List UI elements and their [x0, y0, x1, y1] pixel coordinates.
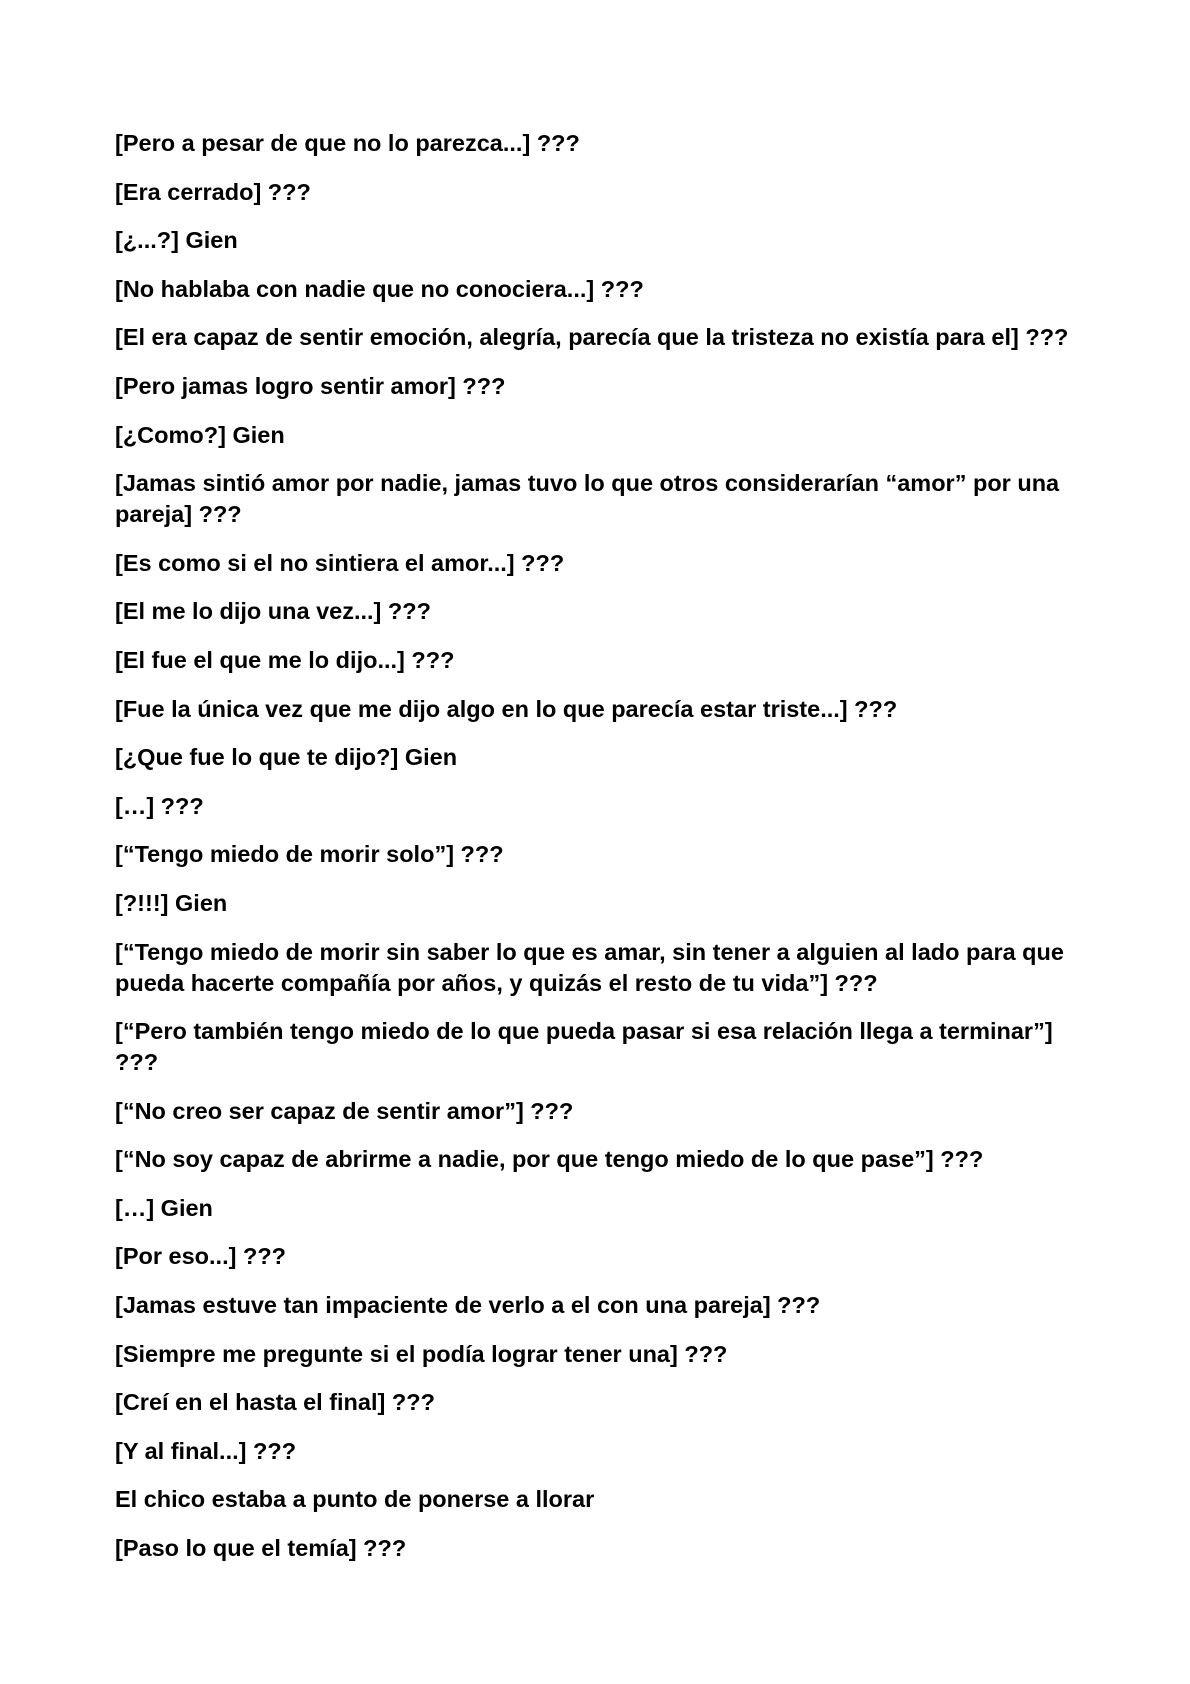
dialogue-line: [El era capaz de sentir emoción, alegría, parecía que la tristeza no existía para el] ???: [115, 324, 1069, 351]
dialogue-line: [¿...?] Gien: [115, 227, 238, 254]
dialogue-line: [¿Como?] Gien: [115, 421, 285, 448]
document-body: [115, 128, 1080, 1582]
dialogue-line: [Jamas estuve tan impaciente de verlo a el con una pareja] ???: [115, 1292, 821, 1319]
dialogue-line: [Creí en el hasta el final] ???: [115, 1389, 435, 1416]
dialogue-line: [Y al final...] ???: [115, 1437, 297, 1464]
dialogue-line: [“Tengo miedo de morir solo”] ???: [115, 841, 504, 868]
dialogue-line: [“Tengo miedo de morir sin saber lo que es amar, sin tener a alguien al lado para que pueda hacerte compañía por años, y quizás el resto de tu vida”] ???: [115, 938, 1064, 996]
narration-line: El chico estaba a punto de ponerse a llorar: [115, 1486, 595, 1513]
dialogue-line: [Por eso...] ???: [115, 1243, 287, 1270]
dialogue-line: [Pero jamas logro sentir amor] ???: [115, 372, 506, 399]
dialogue-line: [El fue el que me lo dijo...] ???: [115, 646, 455, 673]
dialogue-line: [El me lo dijo una vez...] ???: [115, 598, 431, 625]
dialogue-line: [?!!!] Gien: [115, 889, 228, 916]
dialogue-line: [No hablaba con nadie que no conociera...] ???: [115, 275, 644, 302]
dialogue-line: [¿Que fue lo que te dijo?] Gien: [115, 744, 458, 771]
dialogue-line: [“Pero también tengo miedo de lo que pueda pasar si esa relación llega a terminar”] ???: [115, 1018, 1053, 1076]
dialogue-line: [“No soy capaz de abrirme a nadie, por que tengo miedo de lo que pase”] ???: [115, 1146, 984, 1173]
dialogue-line: [Pero a pesar de que no lo parezca...] ???: [115, 130, 580, 156]
dialogue-line: [Fue la única vez que me dijo algo en lo que parecía estar triste...] ???: [115, 695, 898, 722]
dialogue-line: [Siempre me pregunte si el podía lograr tener una] ???: [115, 1340, 728, 1367]
dialogue-line: [“No creo ser capaz de sentir amor”] ???: [115, 1097, 574, 1124]
dialogue-line: [Es como si el no sintiera el amor...] ???: [115, 549, 565, 576]
dialogue-line: [Jamas sintió amor por nadie, jamas tuvo lo que otros considerarían “amor” por una pareja] ???: [115, 470, 1060, 528]
dialogue-line: […] Gien: [115, 1194, 213, 1221]
dialogue-line: [Era cerrado] ???: [115, 178, 311, 205]
dialogue-line: [Paso lo que el temía] ???: [115, 1535, 407, 1562]
dialogue-line: […] ???: [115, 792, 204, 819]
